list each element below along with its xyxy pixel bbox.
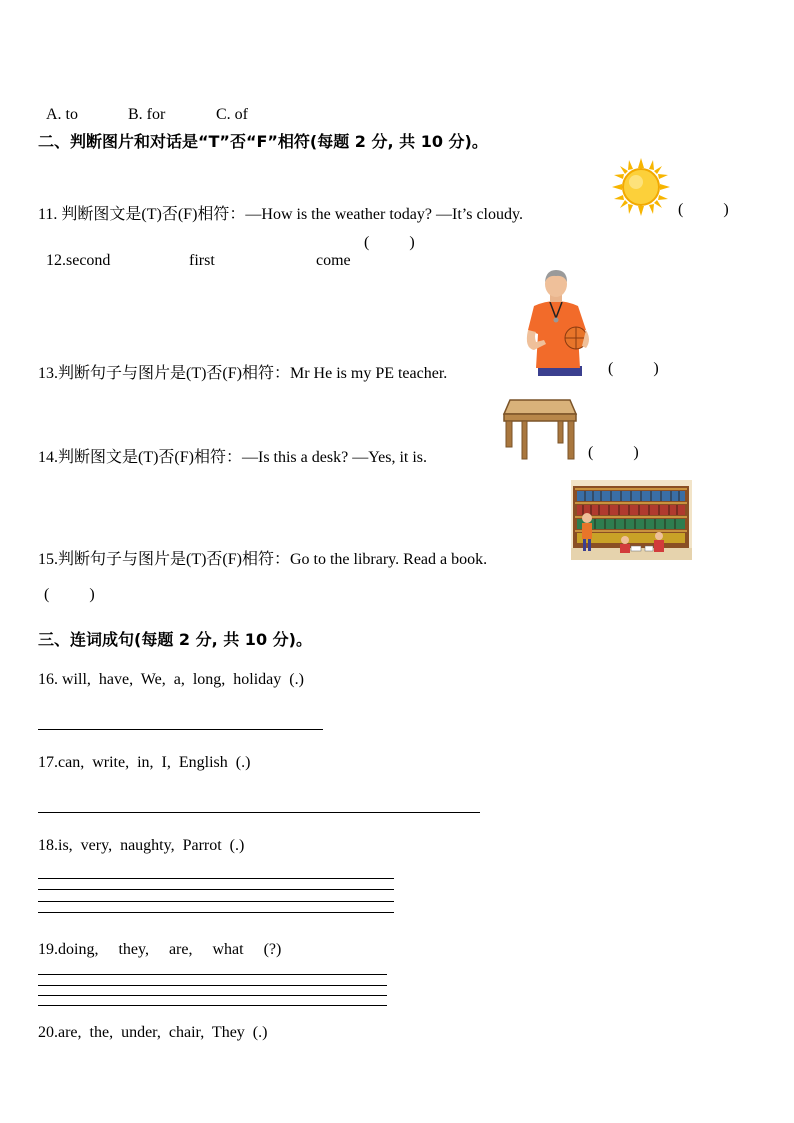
q12-word-second: 12.second bbox=[46, 252, 111, 269]
answer-line-19a[interactable] bbox=[38, 974, 387, 975]
pe-teacher-illustration bbox=[520, 270, 592, 376]
question-11: 11. 判断图文是(T)否(F)相符：—How is the weather today? —It’s cloudy. bbox=[38, 206, 523, 223]
question-15: 15.判断句子与图片是(T)否(F)相符：Go to the library. Read a book. bbox=[38, 551, 488, 568]
answer-line-19b[interactable] bbox=[38, 985, 387, 986]
answer-line-18c[interactable] bbox=[38, 901, 394, 902]
q12-word-come: come bbox=[316, 252, 351, 269]
question-13: 13.判断句子与图片是(T)否(F)相符：Mr He is my PE teacher. bbox=[38, 365, 448, 382]
question-16: 16. will, have, We, a, long, holiday (.) bbox=[38, 671, 304, 688]
answer-line-17[interactable] bbox=[38, 812, 480, 813]
answer-line-18b[interactable] bbox=[38, 889, 394, 890]
option-c: C. of bbox=[216, 106, 248, 123]
answer-paren-15[interactable]: ( ) bbox=[44, 586, 95, 603]
option-b: B. for bbox=[128, 106, 166, 123]
question-12 bbox=[38, 234, 351, 270]
q12-word-first: first bbox=[189, 252, 215, 269]
answer-line-19c[interactable] bbox=[38, 995, 387, 996]
question-19: 19.doing, they, are, what (?) bbox=[38, 941, 282, 958]
answer-line-18a[interactable] bbox=[38, 878, 394, 879]
sun-icon bbox=[612, 158, 670, 216]
answer-line-19d[interactable] bbox=[38, 1005, 387, 1006]
answer-paren-12[interactable]: ( ) bbox=[364, 234, 415, 251]
answer-paren-14[interactable]: ( ) bbox=[588, 444, 639, 461]
question-14: 14.判断图文是(T)否(F)相符：—Is this a desk? —Yes, it is. bbox=[38, 449, 428, 466]
desk-illustration bbox=[500, 396, 578, 460]
section-3-heading: 三、连词成句(每题 2 分, 共 10 分)。 bbox=[38, 630, 312, 649]
option-row bbox=[38, 88, 248, 124]
question-18: 18.is, very, naughty, Parrot (.) bbox=[38, 837, 245, 854]
question-17: 17.can, write, in, I, English (.) bbox=[38, 754, 251, 771]
library-illustration bbox=[571, 480, 692, 560]
section-2-heading: 二、判断图片和对话是“T”否“F”相符(每题 2 分, 共 10 分)。 bbox=[38, 132, 488, 151]
answer-paren-13[interactable]: ( ) bbox=[608, 360, 659, 377]
option-a: A. to bbox=[46, 106, 78, 123]
answer-line-18d[interactable] bbox=[38, 912, 394, 913]
answer-line-16[interactable] bbox=[38, 729, 323, 730]
answer-paren-11[interactable]: ( ) bbox=[678, 201, 729, 218]
question-20: 20.are, the, under, chair, They (.) bbox=[38, 1024, 268, 1041]
